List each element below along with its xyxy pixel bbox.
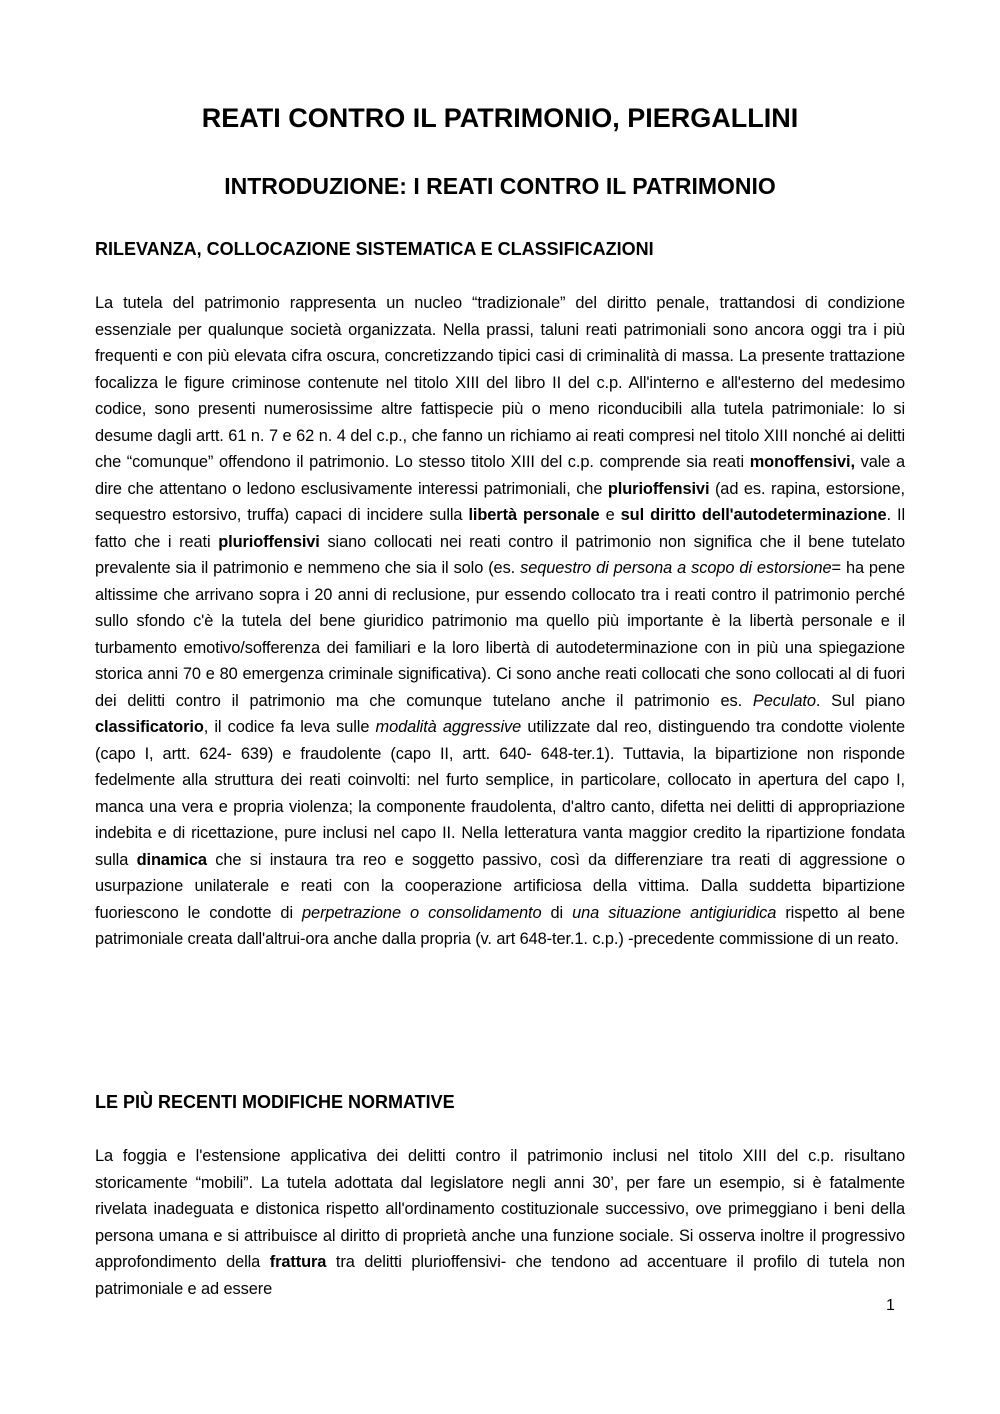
section-heading-rilevanza: RILEVANZA, COLLOCAZIONE SISTEMATICA E CLASSIFICAZIONI (95, 239, 654, 259)
bold-term: plurioffensivi (607, 479, 710, 498)
text-run: . Sul piano (815, 691, 905, 710)
bold-term: classificatorio (95, 718, 204, 736)
text-run: , il codice fa leva sulle (203, 718, 376, 736)
text-run: La foggia e l'estensione applicativa dei delitti contro il patrimonio inclusi nel titolo XIII del c.p. risultano storicamente “mobili”. La tutela adottata dal legislatore negli anni 30’, per fare un esempio, si è fatalmente rivelata inadeguata e distonica rispetto all'ordinamento costituzionale successivo, ove primeggiano i beni della persona umana e si attribuisce al diritto di proprietà anche una funzione sociale. Si osserva inoltre il progressivo approfondimento della (95, 1147, 905, 1271)
text-run: vale a dire che attentano o ledono esclusivamente interessi patrimoniali, che (95, 453, 905, 498)
text-run: utilizzate dal reo, distinguendo tra condotte violente (capo I, artt. 624- 639) e fraudolente (capo II, artt. 640- 648-ter.1). Tuttavia, la bipartizione non risponde fedelmente alla struttura dei reati coinvolti: nel furto semplice, in particolare, collocato in apertura del capo I, manca una vera e propria violenza; la componente fraudolenta, d'altro canto, difetta nei delitti di appropriazione indebita e di ricettazione, pure inclusi nel capo II. Nella letteratura vanta maggior credito la ripartizione fondata sulla (95, 718, 905, 869)
text-run: tra delitti plurioffensivi- che tendono ad accentuare il profilo di tutela non patrimoniale e ad essere (95, 1253, 905, 1298)
paragraph-rilevanza (95, 290, 905, 953)
text-run: che si instaura tra reo e soggetto passivo, così da differenziare tra reati di aggressione o usurpazione unilaterale e reati con la cooperazione artificiosa della vittima. Dalla suddetta bipartizione fuoriescono le condotte di (95, 850, 905, 922)
italic-term: sequestro di persona a scopo di estorsione (520, 559, 832, 577)
document-title: REATI CONTRO IL PATRIMONIO, PIERGALLINI (201, 103, 799, 133)
bold-term: frattura (269, 1253, 327, 1271)
italic-term: perpetrazione o consolidamento (302, 903, 542, 922)
text-run: siano collocati nei reati contro il patrimonio non significa che il bene tutelato prevalente sia il patrimonio e nemmeno che sia il solo (es. (95, 532, 905, 577)
bold-term: dinamica (136, 850, 207, 869)
text-run: di (541, 903, 573, 922)
bold-term: sul diritto dell'autodeterminazione (620, 506, 887, 524)
document-subtitle: INTRODUZIONE: I REATI CONTRO IL PATRIMONIO (224, 173, 776, 199)
text-run: rispetto al bene patrimoniale creata dall'altrui-ora anche dalla propria (v. art 648-ter.1. c.p.) -precedente commissione di un reato. (95, 903, 905, 948)
italic-term: una situazione antigiuridica (572, 903, 777, 922)
text-run: La tutela del patrimonio rappresenta un nucleo “tradizionale” del diritto penale, trattandosi di condizione essenziale per qualunque società organizzata. Nella prassi, taluni reati patrimoniali sono ancora oggi tra i più frequenti e con più elevata cifra oscura, concretizzando tipici casi di criminalità di massa. La presente trattazione focalizza le figure criminose contenute nel titolo XIII del libro II del c.p. All'interno e all'esterno del medesimo codice, sono presenti numerosissime altre fattispecie più o meno riconducibili alla tutela patrimoniale: lo si desume dagli artt. 61 n. 7 e 62 n. 4 del c.p., che fanno un richiamo ai reati compresi nel titolo XIII nonché ai delitti che “comunque” offendono il patrimonio. Lo stesso titolo XIII del c.p. comprende sia reati (95, 294, 905, 471)
italic-term: modalità aggressive (375, 718, 522, 736)
text-run: = ha pene altissime che arrivano sopra i 20 anni di reclusione, pur essendo collocato tra i reati contro il patrimonio perché sullo sfondo c'è la tutela del bene giuridico patrimonio ma quello più importante è la libertà personale e il turbamento emotivo/sofferenza dei familiari e la loro libertà di autodeterminazione con in più una spiegazione storica anni 70 e 80 emergenza criminale significativa). Ci sono anche reati collocati che sono collocati al di fuori dei delitti contro il patrimonio ma che comunque tutelano anche il patrimonio es. (95, 559, 905, 710)
bold-term: plurioffensivi (218, 532, 320, 551)
bold-term: libertà personale (468, 506, 600, 524)
text-run: (ad es. rapina, estorsione, sequestro estorsivo, truffa) capaci di incidere sulla (95, 479, 906, 524)
paragraph-modifiche (95, 1143, 905, 1302)
text-run: . Il fatto che i reati (95, 506, 905, 551)
page-number: 1 (886, 1297, 895, 1314)
section-heading-modifiche: LE PIÙ RECENTI MODIFICHE NORMATIVE (95, 1092, 455, 1112)
bold-term: monoffensivi, (749, 453, 855, 471)
italic-term: Peculato (752, 691, 816, 710)
text-run: e (599, 506, 621, 524)
